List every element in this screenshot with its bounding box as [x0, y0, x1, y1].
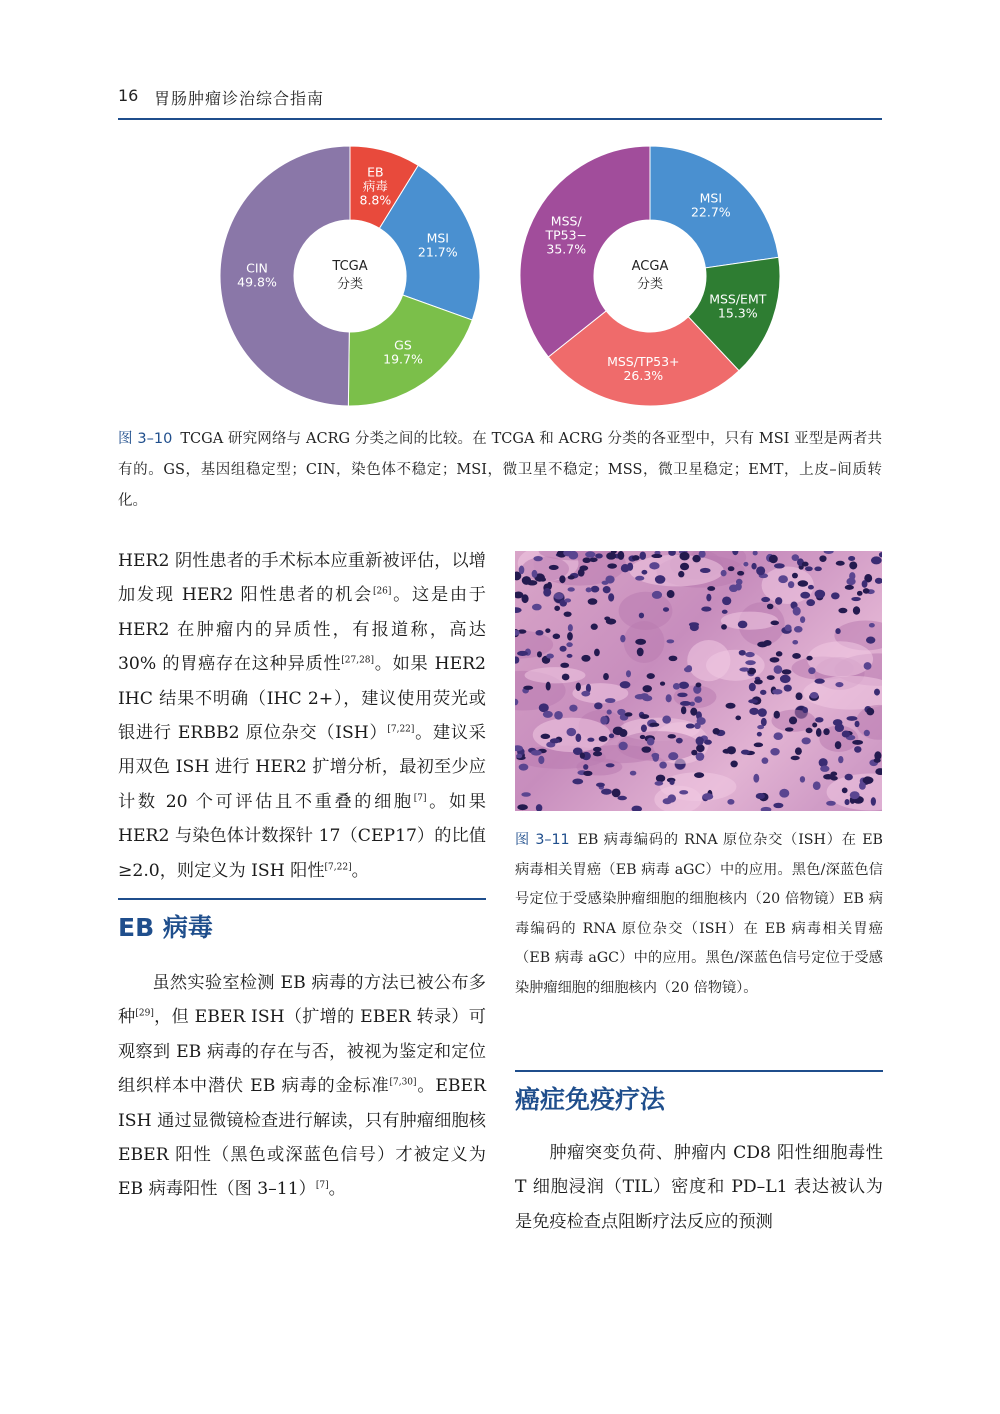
book-title: 胃肠肿瘤诊治综合指南: [154, 89, 325, 108]
donut-label-tcga-1: MSI 21.7%: [417, 230, 458, 260]
page-header: [118, 82, 882, 120]
citation: [7,22]: [324, 861, 352, 872]
section-heading-cancer-immunotherapy: 癌症免疫疗法: [515, 1070, 883, 1116]
acrg-donut-chart: [520, 146, 780, 406]
donut-label-tcga-3: CIN 49.8%: [237, 260, 277, 290]
figure-3-10-label: 图 3–10: [118, 431, 173, 447]
donut-label-acrg-0: MSI 22.7%: [690, 190, 731, 220]
acrg-center-subtitle: 分类: [636, 277, 664, 292]
donut-label-tcga-2: GS 19.7%: [383, 337, 423, 367]
citation: [26]: [372, 586, 392, 597]
citation: [7]: [315, 1180, 329, 1191]
figure-3-10-caption: [118, 424, 882, 517]
citation: [7,30]: [389, 1077, 417, 1088]
citation: [27,28]: [341, 655, 375, 666]
donut-label-acrg-2: MSS/TP53+ 26.3%: [607, 353, 680, 383]
her2-paragraph: HER2 阴性患者的手术标本应重新被评估，以增加发现 HER2 阳性患者的机会[26]。这是由于 HER2 在肿瘤内的异质性，有报道称，高达 30% 的胃癌存在这种异质性[27,28]。如果 HER2 IHC 结果不明确（IHC 2+），建议使用荧光或银进行 ERBB2 原位杂交（ISH）[7,22]。建议采用双色 ISH 进行 HER2 扩增分析，最初至少应计数 20 个可评估且不重叠的细胞[7]。如果 HER2 与染色体计数探针 17（CEP17）的比值≥2.0，则定义为 ISH 阳性[7,22]。: [118, 551, 486, 881]
tcga-donut-chart: [220, 146, 480, 406]
tcga-center-subtitle: 分类: [336, 277, 364, 292]
eb-virus-paragraph: 虽然实验室检测 EB 病毒的方法已被公布多种[29]，但 EBER ISH（扩增的 EBER 转录）可观察到 EB 病毒的存在与否，被视为鉴定和定位组织样本中潜伏 EB 病毒的金标准[7,30]。EBER ISH 通过显微镜检查进行解读，只有肿瘤细胞核 EBER 阳性（黑色或深蓝色信号）才被定义为 EB 病毒阳性（图 3–11）[7]。: [118, 973, 486, 1200]
citation: [7]: [413, 793, 427, 804]
figure-3-11-text: EB 病毒编码的 RNA 原位杂交（ISH）在 EB 病毒相关胃癌（EB 病毒 aGC）中的应用。黑色/深蓝色信号定位于受感染肿瘤细胞的细胞核内（20 倍物镜）EB 病毒编码的 RNA 原位杂交（ISH）在 EB 病毒相关胃癌（EB 病毒 aGC）中的应用。黑色/深蓝色信号定位于受感染肿瘤细胞的细胞核内（20 倍物镜）。: [515, 832, 883, 996]
eber-ish-histology-image: [515, 551, 882, 811]
citation: [7,22]: [387, 724, 415, 735]
tcga-center-title: TCGA: [332, 259, 368, 274]
donut-label-acrg-1: MSS/EMT 15.3%: [709, 291, 767, 321]
section-heading-eb-virus: EB 病毒: [118, 898, 486, 944]
tcga-center-hole: [294, 220, 406, 332]
immunotherapy-paragraph: 肿瘤突变负荷、肿瘤内 CD8 阳性细胞毒性 T 细胞浸润（TIL）密度和 PD–L1 表达被认为是免疫检查点阻断疗法反应的预测: [515, 1143, 883, 1232]
donut-label-acrg-3: MSS/ TP53− 35.7%: [545, 213, 588, 257]
figure-3-11-label: 图 3–11: [515, 832, 570, 848]
figure-3-11-caption: [515, 826, 883, 1003]
citation: [29]: [135, 1008, 154, 1019]
donut-charts-figure: [200, 140, 900, 412]
figure-3-10-text: TCGA 研究网络与 ACRG 分类之间的比较。在 TCGA 和 ACRG 分类的各亚型中，只有 MSI 亚型是两者共有的。GS，基因组稳定型；CIN，染色体不稳定；MSI，微卫星不稳定；MSS，微卫星稳定；EMT，上皮–间质转化。: [118, 431, 882, 509]
donut-label-tcga-0: EB 病毒 8.8%: [359, 164, 392, 208]
acrg-center-title: ACGA: [631, 259, 669, 274]
page-number: 16: [118, 86, 139, 105]
acrg-center-hole: [594, 220, 706, 332]
